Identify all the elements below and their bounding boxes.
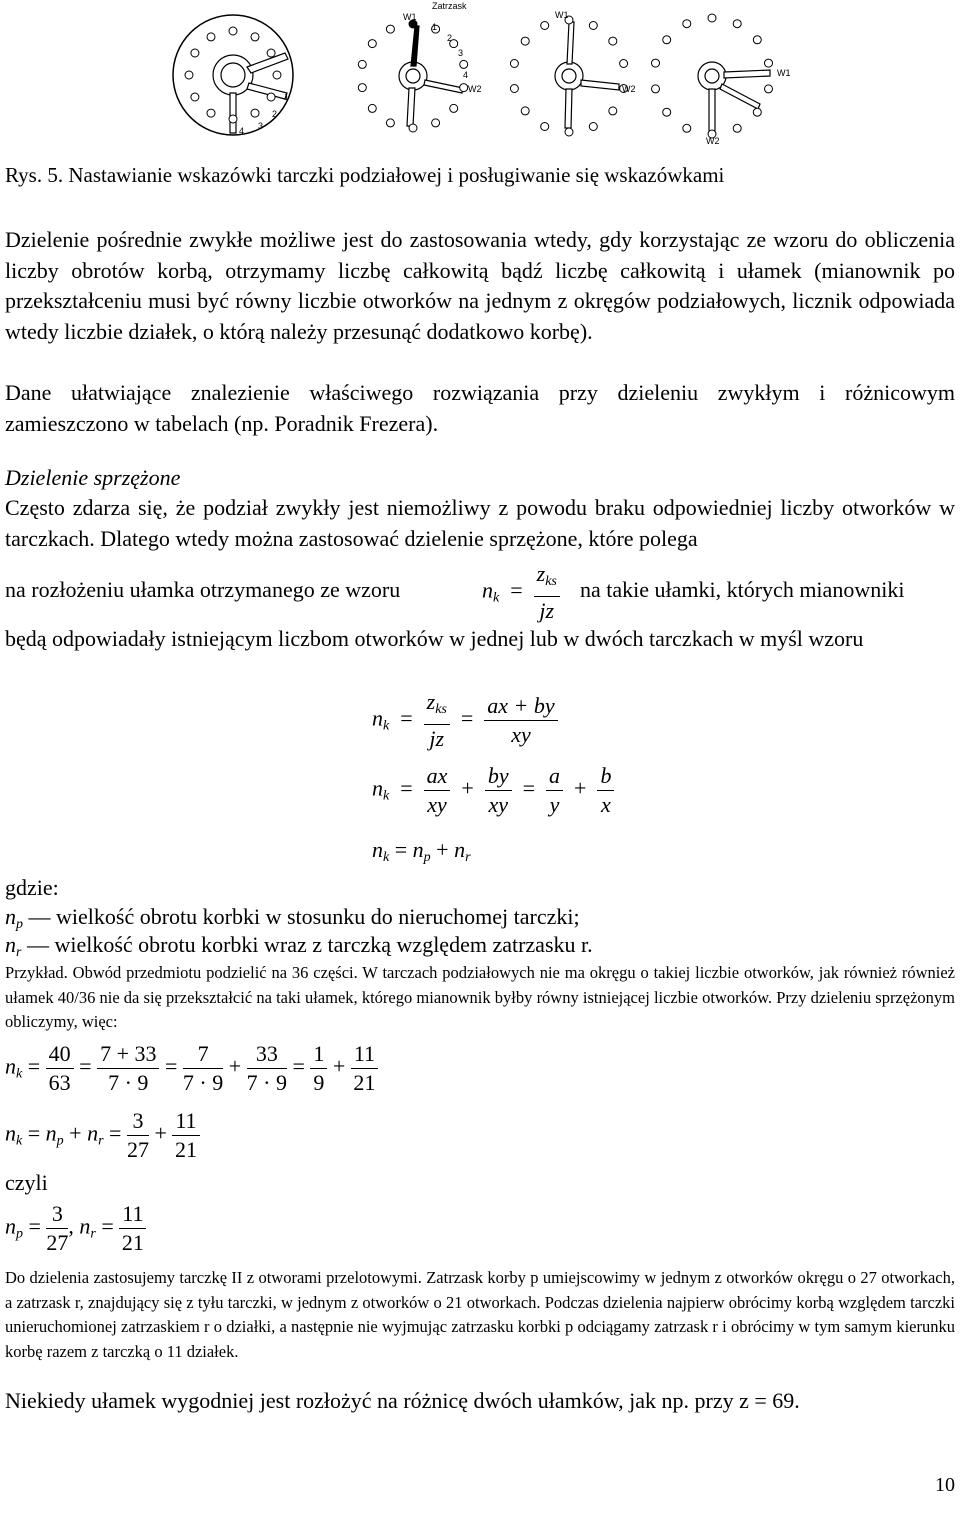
plate-hole xyxy=(191,93,199,101)
plate-hole xyxy=(541,123,549,131)
plate-hole xyxy=(753,36,761,44)
plate-hole xyxy=(267,93,275,101)
nr-definition: nr — wielkość obrotu korbki wraz z tarczką względem zatrzasku r. xyxy=(5,932,593,960)
plate-hole xyxy=(229,27,237,35)
label-w1-b: W1 xyxy=(555,10,569,20)
plate-hole xyxy=(765,59,773,67)
plate-hole xyxy=(409,124,417,132)
plate-hole xyxy=(273,71,281,79)
paragraph-coupled-division: Często zdarza się, że podział zwykły jest niemożliwy z powodu braku odpowiedniej liczby otworków w tarczkach. Dlatego wtedy można zastosować dzielenie sprzężone, które polega xyxy=(5,495,955,551)
plate-hole xyxy=(460,60,468,68)
plate-hole xyxy=(652,85,660,93)
plate-hole xyxy=(663,36,671,44)
plate-hole xyxy=(708,14,716,22)
formula-nk-inline: $n_k$ = $\frac{\text{zks}}{jz}$ xyxy=(482,560,560,625)
plate-hole xyxy=(663,108,671,116)
example-formula-3: $n_p$ = $\frac{3}{27}$ , $n_r$ = $\frac{11}{21}$ xyxy=(5,1200,146,1257)
formula-nk-sum: $n_k = n_p + n_r$ xyxy=(372,837,471,865)
formula-nk-split: $n_k$ = $\frac{ax}{xy}$ + $\frac{by}{xy}$ = $\frac{a}{y}$ + $\frac{b}{x}$ xyxy=(372,762,614,819)
plate-hole xyxy=(753,108,761,116)
plate-hole xyxy=(589,22,597,30)
plate-hole xyxy=(358,84,366,92)
czyli-label: czyli xyxy=(5,1170,48,1195)
paragraph-indirect-division: Dzielenie pośrednie zwykłe możliwe jest do zastosowania wtedy, gdy korzystając ze wzoru do obliczenia liczby obrotów korbą, otrzymamy liczbę całkowitą bądź liczbę całkowitą i ułamek (mianownik po przekształceniu musi być równy liczbie otworków na jednym z okręgów podziałowych, licznik odpowiada wtedy liczbie działek, o którą należy przesunąć dodatkowo korbę). xyxy=(5,227,955,344)
plate-hole xyxy=(733,124,741,132)
plate-hole xyxy=(185,71,193,79)
label-w1-c: W1 xyxy=(777,68,791,78)
np-definition-text: wielkość obrotu korbki w stosunku do nieruchomej tarczki; xyxy=(56,904,580,929)
plate-hole xyxy=(541,22,549,30)
where-label: gdzie: xyxy=(5,875,59,900)
plate-hole xyxy=(229,115,237,123)
nr-definition-text: wielkość obrotu korbki wraz z tarczką względem zatrzasku r. xyxy=(54,932,593,957)
label-1: 1 xyxy=(432,22,438,32)
plate-hole xyxy=(565,128,573,136)
plate-hole xyxy=(683,124,691,132)
plate-hole xyxy=(251,109,259,117)
label-w2-b: W2 xyxy=(622,84,636,94)
plate-hole xyxy=(460,84,468,92)
label-w2-c: W2 xyxy=(706,136,720,146)
plate-hole xyxy=(765,85,773,93)
formula-nk-expanded: $n_k$ = $\frac{\text{zks}}{jz}$ = $\frac{ax + by}{xy}$ xyxy=(372,688,558,753)
label-w1-a: W1 xyxy=(403,12,417,22)
plate-hole xyxy=(251,33,259,41)
example-formula-1: $n_k$ = $\frac{40}{63}$ = $\frac{7 + 33}{7 \cdot 9}$ = $\frac{7}{7 \cdot 9}$ + $\frac{33}{7 \cdot 9}$ = $\frac{1}{9}$ + $\frac{11}{21}$ xyxy=(5,1040,378,1097)
plate-hole xyxy=(386,119,394,127)
label-d1-1: 1 xyxy=(284,92,290,102)
plate-hole xyxy=(683,20,691,28)
plate-hole xyxy=(191,49,199,57)
plate-hole xyxy=(207,109,215,117)
plate-hole xyxy=(450,104,458,112)
plate-hole xyxy=(652,59,660,67)
plate-hole xyxy=(733,20,741,28)
plate-hole xyxy=(521,107,529,115)
label-3: 3 xyxy=(458,48,464,58)
plate-hole xyxy=(267,49,275,57)
plate-hole xyxy=(432,119,440,127)
example-formula-2: $n_k = n_p + n_r$ = $\frac{3}{27}$ + $\frac{11}{21}$ xyxy=(5,1107,200,1164)
np-definition: np — wielkość obrotu korbki w stosunku do nieruchomej tarczki; xyxy=(5,904,580,932)
paragraph-formula-intro-right: na takie ułamki, których mianowniki xyxy=(580,577,905,602)
paragraph-denominators: będą odpowiadały istniejącym liczbom otworków w jednej lub w dwóch tarczkach w myśl wzoru xyxy=(5,626,864,651)
plate-hole xyxy=(386,25,394,33)
plate-hole xyxy=(609,107,617,115)
paragraph-tables-note: Dane ułatwiające znalezienie właściwego rozwiązania przy dzieleniu zwykłym i różnicowym zamieszczono w tabelach (np. Poradnik Frezera). xyxy=(5,380,955,436)
label-4: 4 xyxy=(463,70,469,80)
dividing-plate-4 xyxy=(698,62,770,134)
plate-hole xyxy=(510,85,518,93)
page-number: 10 xyxy=(935,1474,955,1496)
plate-hole xyxy=(368,104,376,112)
paragraph-formula-intro-left: na rozłożeniu ułamka otrzymanego ze wzoru xyxy=(5,577,401,602)
plate-hole xyxy=(589,123,597,131)
label-2: 2 xyxy=(447,33,453,43)
label-d1-3: 3 xyxy=(258,121,264,131)
plate-hole xyxy=(609,37,617,45)
label-d1-4: 4 xyxy=(239,126,245,136)
plate-hole xyxy=(620,60,628,68)
final-paragraph: Do dzielenia zastosujemy tarczkę II z otworami przelotowymi. Zatrzask korby p umiejscowimy w jednym z otworków okręgu o 27 otworkach, a zatrzask r, znajdujący się z tyłu tarczki, w jednym z otworków o 21 otworkach. Podczas dzielenia najpierw obrócimy korbą względem tarczki unieruchomionej zatrzaskiem r o działki, a następnie nie wyjmując zatrzasku korbki p odciągamy zatrzask r i obrócimy w tym samym kierunku korbę razem z tarczką o 11 działek. xyxy=(5,1268,955,1361)
plate-hole xyxy=(358,60,366,68)
closing-sentence: Niekiedy ułamek wygodniej jest rozłożyć na różnicę dwóch ułamków, jak np. przy z = 69. xyxy=(5,1388,800,1413)
label-w2-a: W2 xyxy=(468,84,482,94)
plate-hole xyxy=(207,33,215,41)
figure-caption: Rys. 5. Nastawianie wskazówki tarczki podziałowej i posługiwanie się wskazówkami xyxy=(5,163,725,187)
plate-hole xyxy=(510,60,518,68)
label-zatrzask: Zatrzask xyxy=(432,1,467,11)
plate-hole xyxy=(521,37,529,45)
indexing-plate-figure xyxy=(0,0,960,165)
section-heading: Dzielenie sprzężone xyxy=(5,465,181,490)
example-paragraph: Przykład. Obwód przedmiotu podzielić na 36 części. W tarczach podziałowych nie ma okręgu o takiej liczbie otworków, jak również również ułamek 40/36 nie da się przekształcić na taki ułamek, którego mianownik byłby równy istniejącej liczbie otworków. Przy dzieleniu sprzężonym obliczymy, więc: xyxy=(5,963,955,1031)
plate-hole xyxy=(368,40,376,48)
label-d1-2: 2 xyxy=(272,109,278,119)
